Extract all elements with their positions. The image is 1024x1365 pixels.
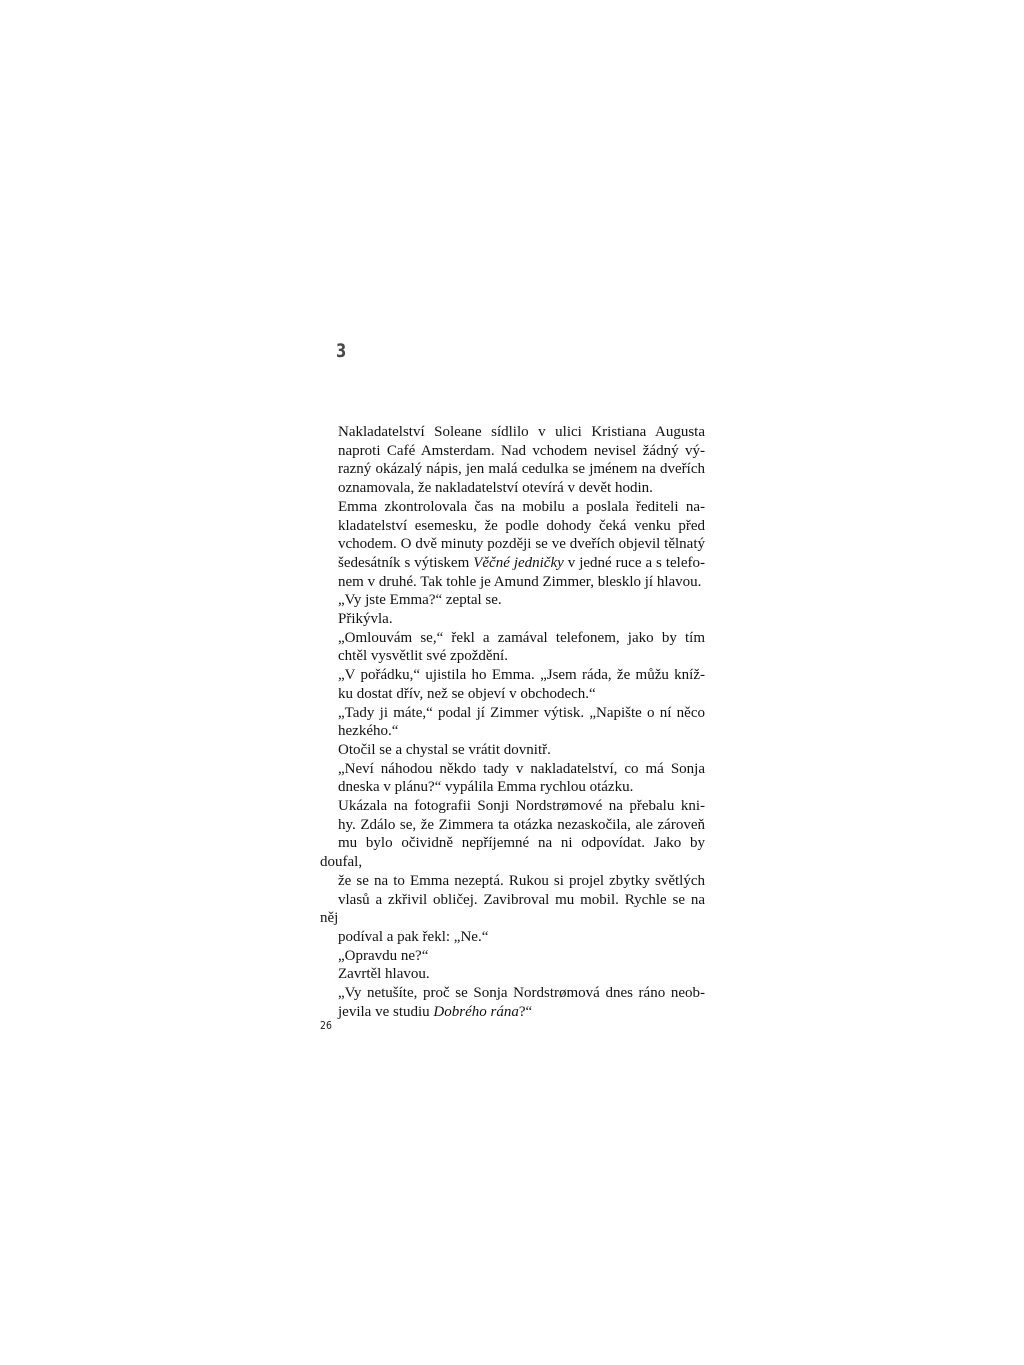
text-line: „Neví náhodou někdo tady v nakladatelství, co má Sonja	[338, 760, 705, 777]
text-line: „Vy netušíte, proč se Sonja Nordstrømová dnes ráno neob-	[338, 985, 705, 1002]
text-line: že se na to Emma nezeptá. Rukou si projel zbytky světlých	[338, 872, 705, 889]
paragraph	[320, 610, 705, 629]
text-line: Emma zkontrolovala čas na mobilu a poslala řediteli na-	[338, 498, 705, 515]
chapter-body	[320, 423, 705, 1022]
text-line: hy. Zdálo se, že Zimmera ta otázka nezaskočila, ale zároveň	[338, 816, 705, 833]
text-line: razný okázalý nápis, jen malá cedulka se jménem na dveřích	[338, 461, 705, 478]
paragraph	[320, 760, 705, 797]
text-line: nem v druhé. Tak tohle je Amund Zimmer, blesklo jí hlavou.	[338, 573, 702, 590]
text-line: vlasů a zkřivil obličej. Zavibroval mu mobil. Rychle se na něj	[320, 891, 705, 927]
text-line: „Tady ji máte,“ podal jí Zimmer výtisk. „Napište o ní něco	[338, 704, 705, 721]
text-line: „Omlouvám se,“ řekl a zamával telefonem, jako by tím	[338, 629, 705, 646]
text-line: Zavrtěl hlavou.	[338, 966, 430, 983]
paragraph	[320, 965, 705, 984]
text-line: „Opravdu ne?“	[338, 947, 429, 964]
text-line: dneska v plánu?“ vypálila Emma rychlou otázku.	[338, 779, 634, 796]
paragraph	[320, 591, 705, 610]
paragraph	[320, 984, 705, 1021]
text-line: chtěl vysvětlit své zpoždění.	[338, 648, 508, 665]
paragraph	[320, 666, 705, 703]
book-title: Věčné jedničky	[473, 554, 564, 571]
paragraph	[320, 797, 705, 947]
text-line: podíval a pak řekl: „Ne.“	[338, 928, 489, 945]
text-segment: ?“	[518, 1003, 533, 1020]
paragraph	[320, 704, 705, 741]
text-line: „V pořádku,“ ujistila ho Emma. „Jsem ráda, že můžu kníž-	[338, 667, 705, 684]
text-line: kladatelství esemesku, že podle dohody čeká venku před	[338, 517, 705, 534]
text-line: Nakladatelství Soleane sídlilo v ulici Kristiana Augusta	[338, 424, 705, 440]
text-segment: jevila ve studiu	[338, 1003, 434, 1020]
paragraph	[320, 629, 705, 666]
text-line: „Vy jste Emma?“ zeptal se.	[338, 592, 502, 609]
text-line: Otočil se a chystal se vrátit dovnitř.	[338, 741, 551, 758]
text-line: Přikývla.	[338, 611, 393, 628]
text-line: vchodem. O dvě minuty později se ve dveřích objevil tělnatý	[338, 536, 705, 553]
text-line: naproti Café Amsterdam. Nad vchodem nevisel žádný vý-	[338, 442, 705, 459]
text-line: ku dostat dřív, než se objeví v obchodech.“	[338, 685, 596, 702]
paragraph	[320, 423, 705, 498]
page-number: 26	[320, 1019, 332, 1032]
text-line: mu bylo očividně nepříjemné na ni odpovídat. Jako by doufal,	[320, 835, 705, 871]
paragraph	[320, 947, 705, 966]
text-line: Ukázala na fotografii Sonji Nordstrømové na přebalu kni-	[338, 798, 705, 815]
paragraph	[320, 498, 705, 592]
text-line	[320, 1003, 705, 1022]
text-line: oznamovala, že nakladatelství otevírá v devět hodin.	[338, 480, 653, 497]
text-segment: v jedné ruce a s telefo-	[563, 554, 706, 571]
chapter-number: 3	[336, 340, 347, 362]
paragraph	[320, 741, 705, 760]
text-line: hezkého.“	[338, 723, 399, 740]
show-title: Dobrého rána	[433, 1003, 519, 1020]
text-segment: šedesátník s výtiskem	[338, 554, 474, 571]
text-line	[320, 554, 705, 573]
